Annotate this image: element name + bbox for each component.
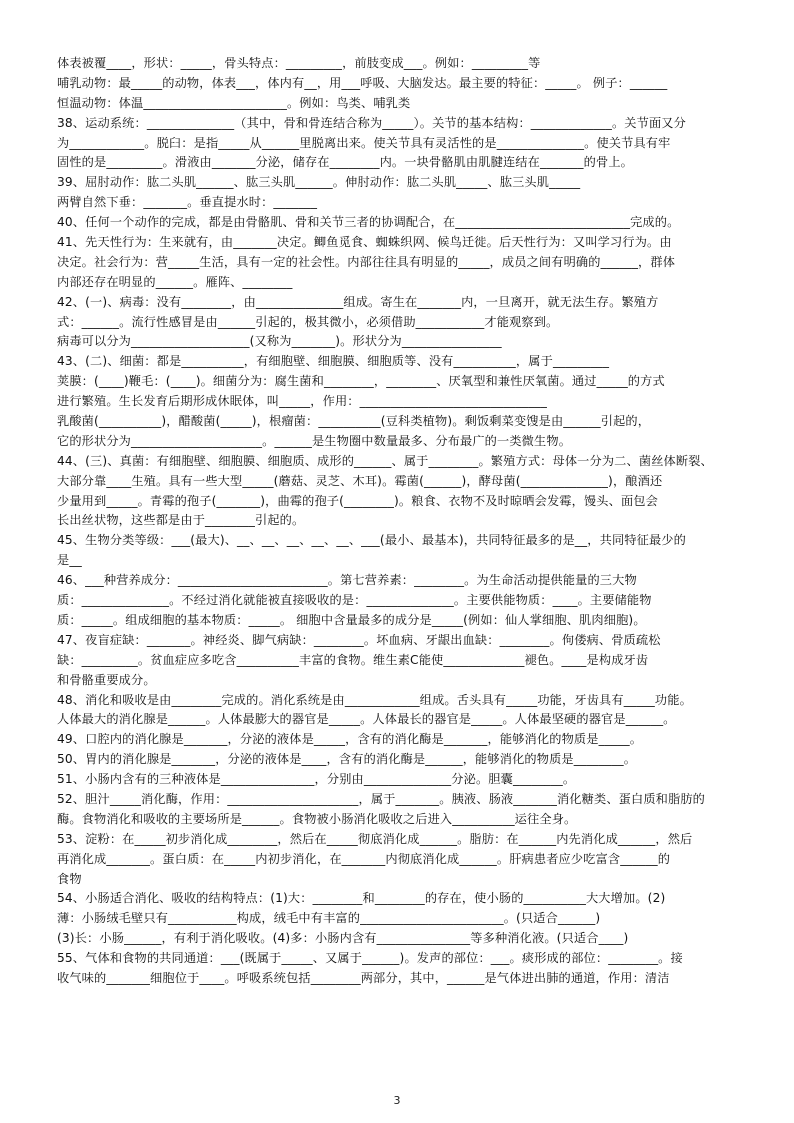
text-line: 49、口腔内的消化腺是_______，分泌的液体是_____，含有的消化酶是_______，能够消化的物质是_____。	[57, 732, 643, 747]
text-line: 式：______。流行性感冒是由______引起的，极其微小，必须借助___________才能观察到。	[57, 314, 559, 329]
text-line: 固性的是_________。滑液由_______分泌，储存在________内。一块骨骼肌由肌腱连结在_______的骨上。	[57, 155, 634, 170]
text-line: (3)长：小肠______，有利于消化吸收。(4)多：小肠内含有_______________等多种消化液。(只适合____)	[57, 931, 629, 946]
text-line: 55、气体和食物的共同通道：___(既属于_____、又属于______)。发声的部位：___。痰形成的部位：________。接	[57, 951, 683, 966]
text-line: 39、屈肘动作：肱二头肌______、肱三头肌______。伸肘动作：肱二头肌_____、肱三头肌_____	[57, 175, 581, 190]
text-line: 大部分靠____生殖。具有一些大型_____(蘑菇、灵芝、木耳)。霉菌(______)，酵母菌(______________)，酿酒还	[57, 473, 663, 488]
text-line: 为____________。脱臼：是指_____从______里脱离出来。使关节具有灵活性的是______________。使关节具有牢	[57, 135, 671, 150]
text-line: 47、夜盲症缺：_______。神经炎、脚气病缺：________。坏血病、牙龈出血缺：________。佝偻病、骨质疏松	[57, 632, 661, 647]
text-line: 53、淀粉：在_____初步消化成________，然后在_____彻底消化成______。脂肪：在______内先消化成______，然后	[57, 831, 693, 846]
text-line: 收气味的_______细胞位于____。呼吸系统包括________两部分，其中，______是气体进出肺的通道，作用：清洁	[57, 970, 670, 985]
text-line: 决定。社会行为：营_____生活，具有一定的社会性。内部往往具有明显的_____，成员之间有明确的______，群体	[57, 254, 676, 269]
text-line: 48、消化和吸收是由________完成的。消化系统是由____________组成。舌头具有_____功能，牙齿具有_____功能。	[57, 692, 692, 707]
text-line: 50、胃内的消化腺是_______，分泌的液体是____，含有的消化酶是______，能够消化的物质是________。	[57, 752, 637, 767]
text-line: 缺：_________。贫血症应多吃含__________丰富的食物。维生素C能使_____________褪色。____是构成牙齿	[57, 652, 649, 667]
text-line: 内部还存在明显的______。雁阵、________	[57, 274, 293, 289]
text-line: 44、(三)、真菌：有细胞壁、细胞膜、细胞质、成形的______、属于________。繁殖方式：母体一分为二、菌丝体断裂、	[57, 453, 713, 468]
text-line: 54、小肠适合消化、吸收的结构特点：(1)大：________和________的存在，使小肠的__________大大增加。(2)	[57, 891, 666, 906]
text-line: 病毒可以分为___________________(又称为_______)。形状分为________________	[57, 334, 502, 349]
page-number: 3	[393, 1094, 401, 1107]
text-line: 酶。食物消化和吸收的主要场所是______。食物被小肠消化吸收之后进入__________运往全身。	[57, 811, 577, 826]
text-line: 45、生物分类等级：___(最大)、__、__、__、__、__、___(最小、最基本)，共同特征最多的是__，共同特征最少的	[57, 533, 686, 548]
text-line: 哺乳动物：最_____的动物，体表___，体内有__，用___呼吸、大脑发达。最主要的特征：_____。 例子：______	[57, 75, 668, 90]
text-line: 食物	[57, 871, 82, 886]
text-line: 42、(一)、病毒：没有________，由______________组成。寄生在_______内，一旦离开，就无法生存。繁殖方	[57, 294, 659, 309]
text-line: 43、(二)、细菌：都是__________，有细胞壁、细胞膜、细胞质等、没有__________，属于_________	[57, 354, 610, 369]
text-line: 少量用到_____。青霉的孢子(_______)，曲霉的孢子(________)。粮食、衣物不及时晾晒会发霉，馒头、面包会	[57, 493, 658, 508]
text-line: 和骨骼重要成分。	[57, 672, 156, 687]
text-line: 是__	[57, 553, 82, 568]
text-line: 46、___种营养成分：________________________。第七营养素：________。为生命活动提供能量的三大物	[57, 573, 637, 588]
text-line: 质：_____。组成细胞的基本物质：_____。 细胞中含量最多的成分是_____(例如：仙人掌细胞、肌肉细胞)。	[57, 612, 646, 627]
text-line: 长出丝状物，这些都是由于________引起的。	[57, 513, 305, 528]
document-body	[57, 54, 767, 989]
text-line: 两臂自然下垂：_______。垂直提水时：_______	[57, 195, 318, 210]
text-line: 质：______________。不经过消化就能被直接吸收的是：______________。主要供能物质：____。主要储能物	[57, 593, 652, 608]
text-line: 进行繁殖。生长发育后期形成休眠体，叫_____，作用：______________________________	[57, 394, 547, 409]
text-line: 52、胆汁_____消化酶，作用：_____________________，属于_______。胰液、肠液_______消化糖类、蛋白质和脂肪的	[57, 791, 706, 806]
text-line: 人体最大的消化腺是______。人体最膨大的器官是_____。人体最长的器官是_____。人体最坚硬的器官是______。	[57, 712, 676, 727]
text-line: 乳酸菌(__________)，醋酸菌(_____)，根瘤菌：__________(豆科类植物)。剩饭剩菜变馊是由______引起的，	[57, 414, 651, 429]
text-line: 体表被覆____，形状：_____，骨头特点：_________，前肢变成___。例如：_________等	[57, 56, 541, 70]
text-line: 薄：小肠绒毛壁只有___________构成，绒毛中有丰富的_______________________。(只适合______)	[57, 911, 601, 926]
text-line: 荚膜：(____)鞭毛：(____)。细菌分为：腐生菌和________，________、厌氧型和兼性厌氧菌。通过_____的方式	[57, 374, 665, 389]
text-line: 51、小肠内含有的三种液体是_______________，分别由______________分泌。胆囊________。	[57, 772, 576, 787]
text-line: 再消化成_______。蛋白质：在_____内初步消化，在_______内彻底消化成______。肝病患者应少吃富含______的	[57, 851, 671, 866]
text-line: 38、运动系统：______________（其中，骨和骨连结合称为_____）。关节的基本结构：_____________。关节面又分	[57, 115, 686, 130]
text-line: 40、任何一个动作的完成，都是由骨骼肌、骨和关节三者的协调配合，在____________________________完成的。	[57, 215, 680, 230]
text-line: 它的形状分为_____________________。______是生物圈中数量最多、分布最广的一类微生物。	[57, 433, 572, 448]
text-line: 恒温动物：体温_______________________。例如：鸟类、哺乳类	[57, 95, 411, 110]
text-line: 41、先天性行为：生来就有，由_______决定。鲫鱼觅食、蜘蛛织网、候鸟迁徙。后天性行为：又叫学习行为。由	[57, 235, 672, 250]
